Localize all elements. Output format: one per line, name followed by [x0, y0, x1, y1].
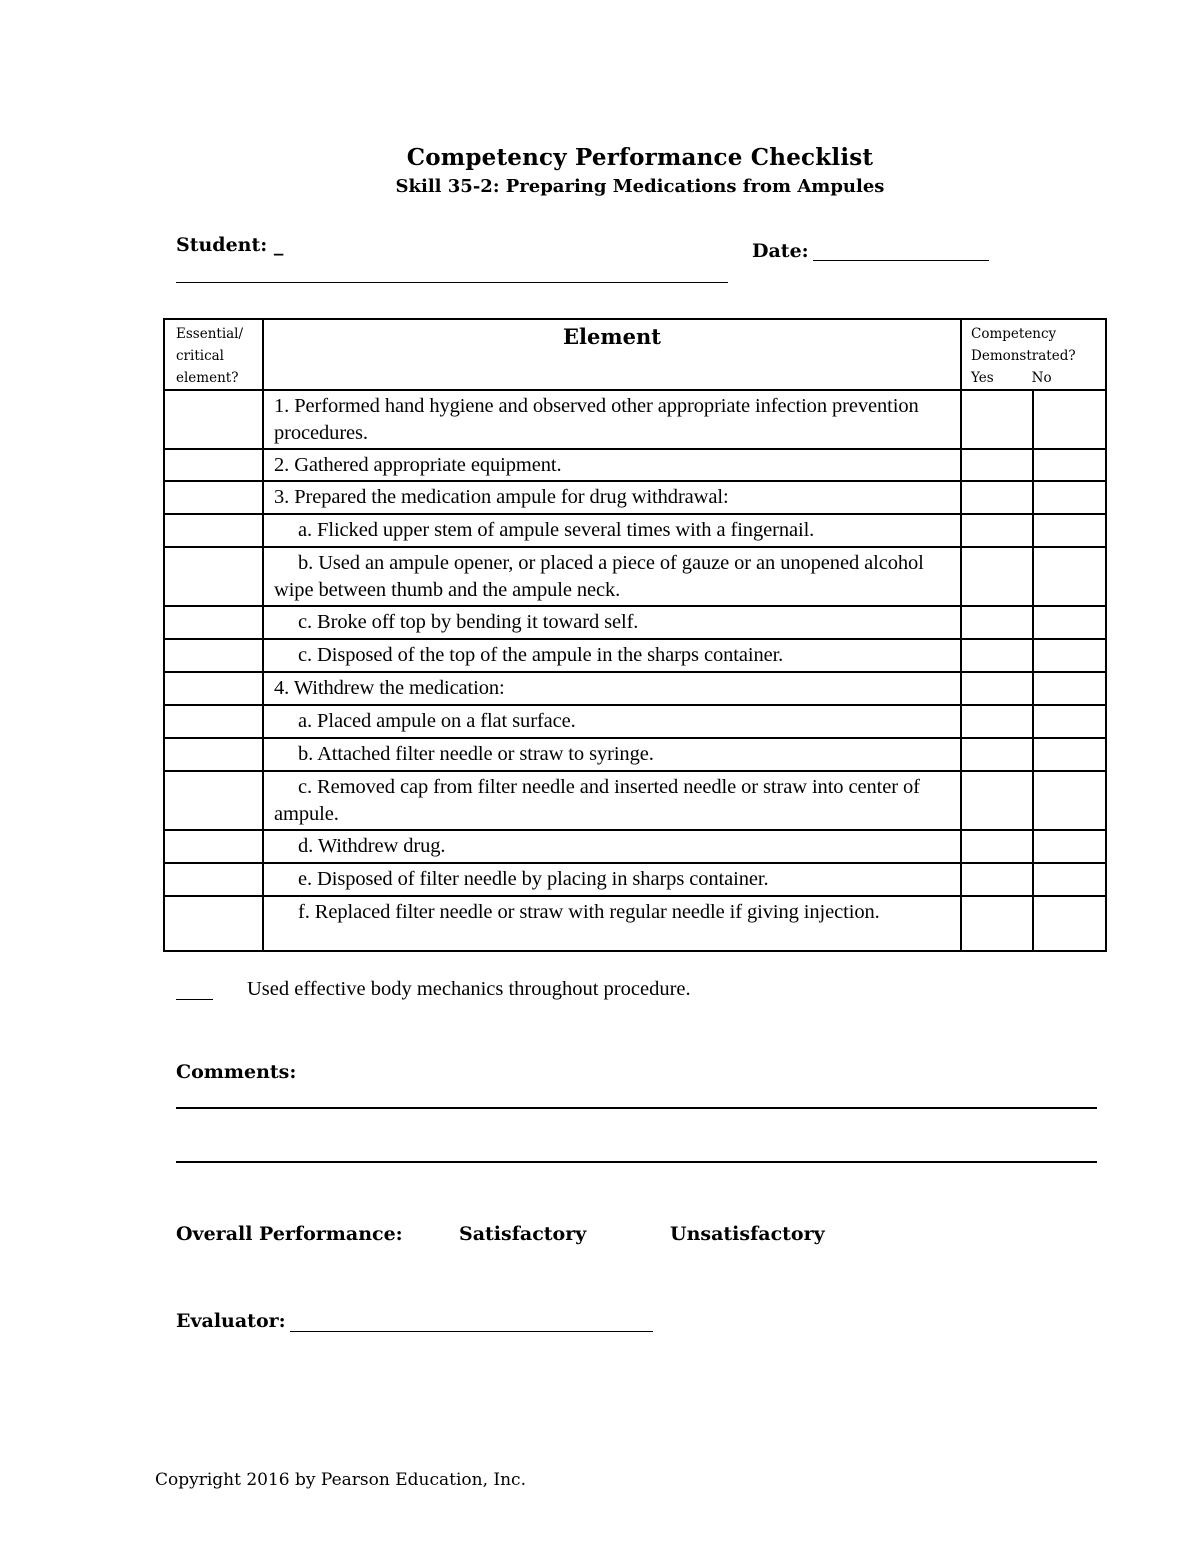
yes-checkbox[interactable] — [961, 481, 1033, 514]
yes-header: Yes — [971, 370, 994, 386]
table-row — [164, 547, 1106, 606]
checklist-table — [163, 318, 1107, 952]
table-header-row — [164, 319, 1106, 390]
essential-checkbox[interactable] — [164, 830, 263, 863]
yes-checkbox[interactable] — [961, 639, 1033, 672]
no-checkbox[interactable] — [1033, 830, 1106, 863]
table-row — [164, 738, 1106, 771]
table-row — [164, 449, 1106, 481]
table-row — [164, 771, 1106, 830]
yes-checkbox[interactable] — [961, 896, 1033, 951]
yes-checkbox[interactable] — [961, 606, 1033, 639]
table-row — [164, 896, 1106, 951]
yes-no-header — [971, 367, 1105, 389]
page-subtitle: Skill 35-2: Preparing Medications from Ampules — [395, 176, 885, 197]
no-checkbox[interactable] — [1033, 390, 1106, 449]
essential-checkbox[interactable] — [164, 863, 263, 896]
element-text: a. Flicked upper stem of ampule several times with a fingernail. — [263, 514, 961, 547]
essential-checkbox[interactable] — [164, 481, 263, 514]
yes-checkbox[interactable] — [961, 830, 1033, 863]
comment-line[interactable] — [176, 1161, 1097, 1163]
table-row — [164, 390, 1106, 449]
no-checkbox[interactable] — [1033, 606, 1106, 639]
element-text: c. Removed cap from filter needle and inserted needle or straw into center of ampule. — [263, 771, 961, 830]
student-label: Student: _ — [176, 234, 284, 256]
no-checkbox[interactable] — [1033, 514, 1106, 547]
date-line[interactable] — [813, 260, 989, 261]
essential-header-line: critical — [176, 348, 225, 364]
page-title: Competency Performance Checklist — [406, 144, 874, 171]
essential-header-line: element? — [176, 370, 239, 386]
table-row — [164, 863, 1106, 896]
element-column-header: Element — [263, 319, 961, 390]
essential-checkbox[interactable] — [164, 738, 263, 771]
element-text: 1. Performed hand hygiene and observed other appropriate infection prevention procedures. — [263, 390, 961, 449]
student-name-line[interactable] — [176, 282, 728, 283]
comments-label: Comments: — [176, 1061, 297, 1083]
element-text: b. Attached filter needle or straw to syringe. — [263, 738, 961, 771]
essential-checkbox[interactable] — [164, 606, 263, 639]
unsatisfactory-option[interactable]: Unsatisfactory — [670, 1223, 825, 1245]
table-row — [164, 830, 1106, 863]
yes-checkbox[interactable] — [961, 547, 1033, 606]
body-mechanics-text: Used effective body mechanics throughout procedure. — [247, 978, 691, 1000]
no-checkbox[interactable] — [1033, 863, 1106, 896]
element-text: 3. Prepared the medication ampule for drug withdrawal: — [263, 481, 961, 514]
yes-checkbox[interactable] — [961, 863, 1033, 896]
no-checkbox[interactable] — [1033, 639, 1106, 672]
comment-line[interactable] — [176, 1107, 1097, 1109]
element-text: a. Placed ampule on a flat surface. — [263, 705, 961, 738]
yes-checkbox[interactable] — [961, 672, 1033, 705]
competency-header-line: Demonstrated? — [971, 348, 1076, 364]
satisfactory-option[interactable]: Satisfactory — [459, 1223, 587, 1245]
element-text: c. Disposed of the top of the ampule in the sharps container. — [263, 639, 961, 672]
yes-checkbox[interactable] — [961, 738, 1033, 771]
table-row — [164, 672, 1106, 705]
table-row — [164, 514, 1106, 547]
element-text: e. Disposed of filter needle by placing in sharps container. — [263, 863, 961, 896]
evaluator-signature-line[interactable] — [290, 1331, 653, 1332]
no-checkbox[interactable] — [1033, 705, 1106, 738]
element-text: f. Replaced filter needle or straw with regular needle if giving injection. — [263, 896, 961, 951]
essential-checkbox[interactable] — [164, 771, 263, 830]
no-checkbox[interactable] — [1033, 738, 1106, 771]
competency-column-header — [961, 319, 1106, 390]
table-row — [164, 606, 1106, 639]
element-text: 4. Withdrew the medication: — [263, 672, 961, 705]
yes-checkbox[interactable] — [961, 771, 1033, 830]
essential-checkbox[interactable] — [164, 672, 263, 705]
yes-checkbox[interactable] — [961, 449, 1033, 481]
essential-checkbox[interactable] — [164, 390, 263, 449]
yes-checkbox[interactable] — [961, 390, 1033, 449]
essential-checkbox[interactable] — [164, 639, 263, 672]
table-row — [164, 481, 1106, 514]
essential-checkbox[interactable] — [164, 547, 263, 606]
essential-checkbox[interactable] — [164, 514, 263, 547]
essential-header-line: Essential/ — [176, 326, 244, 342]
no-checkbox[interactable] — [1033, 672, 1106, 705]
evaluator-label: Evaluator: — [176, 1310, 286, 1332]
yes-checkbox[interactable] — [961, 705, 1033, 738]
essential-checkbox[interactable] — [164, 896, 263, 951]
essential-checkbox[interactable] — [164, 705, 263, 738]
yes-checkbox[interactable] — [961, 514, 1033, 547]
no-checkbox[interactable] — [1033, 547, 1106, 606]
no-checkbox[interactable] — [1033, 896, 1106, 951]
essential-checkbox[interactable] — [164, 449, 263, 481]
no-header: No — [1031, 370, 1052, 386]
element-text: b. Used an ampule opener, or placed a piece of gauze or an unopened alcohol wipe between thumb and the ampule neck. — [263, 547, 961, 606]
no-checkbox[interactable] — [1033, 449, 1106, 481]
competency-header-line: Competency — [971, 326, 1057, 342]
date-label: Date: — [752, 240, 809, 262]
element-text: 2. Gathered appropriate equipment. — [263, 449, 961, 481]
element-text: d. Withdrew drug. — [263, 830, 961, 863]
copyright-footer: Copyright 2016 by Pearson Education, Inc. — [155, 1470, 526, 1490]
table-row — [164, 639, 1106, 672]
overall-performance-label: Overall Performance: — [176, 1223, 403, 1245]
table-row — [164, 705, 1106, 738]
no-checkbox[interactable] — [1033, 771, 1106, 830]
body-mechanics-check-blank[interactable] — [176, 999, 213, 1000]
element-text: c. Broke off top by bending it toward self. — [263, 606, 961, 639]
no-checkbox[interactable] — [1033, 481, 1106, 514]
essential-column-header — [164, 319, 263, 390]
